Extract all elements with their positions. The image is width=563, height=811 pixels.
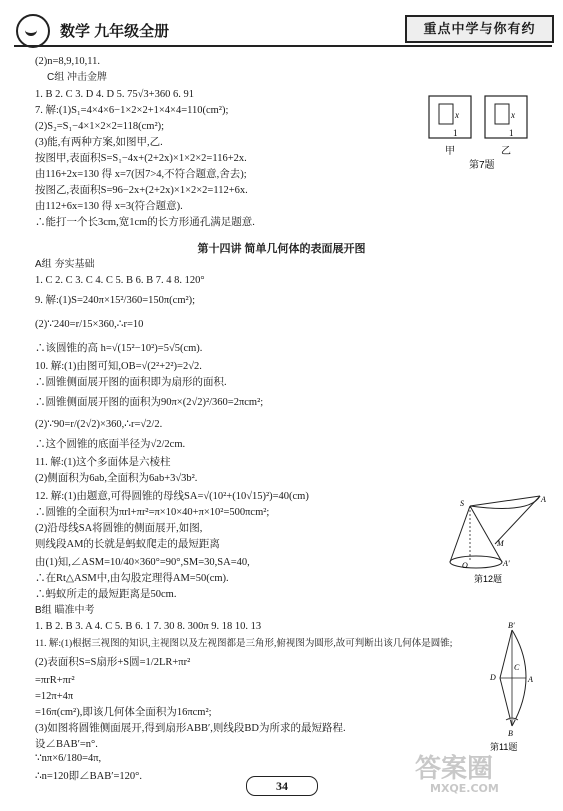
text-line: ∴在Rt△ASM中,由勾股定理得AM=50(cm). bbox=[35, 573, 229, 584]
text-line: ∵nπ×6/180=4π, bbox=[35, 753, 102, 764]
series-banner: 重点中学与你有约 bbox=[405, 15, 554, 43]
text-line: 1. B 2. C 3. D 4. D 5. 75√3+360 6. 91 bbox=[35, 89, 194, 100]
text-line: ∴蚂蚁所走的最短距离是50cm. bbox=[35, 589, 177, 600]
fig12-label: S bbox=[460, 499, 464, 508]
text-line: ∴圆锥侧面展开图的面积为90π×(2√2)²/360=2πcm²; bbox=[35, 397, 264, 408]
text-line: 由112+6x=130 得 x=3(符合题意). bbox=[35, 201, 183, 212]
fig12-label: O bbox=[462, 561, 468, 570]
text-line: ∴圆锥侧面展开图的面积即为扇形的面积. bbox=[35, 377, 227, 388]
text-line: (3)能,有两种方案,如图甲,乙. bbox=[35, 137, 163, 148]
text-line: 按图甲,表面积S=S₁−4x+(2+2x)×1×2×2=116+2x. bbox=[35, 153, 247, 164]
text-line: =12π+4π bbox=[35, 691, 74, 702]
text-line: =πrR+πr² bbox=[35, 675, 75, 686]
fig11-label: B′ bbox=[508, 621, 515, 630]
text-line: (2)∵240=r/15×360,∴r=10 bbox=[35, 319, 144, 330]
group-heading: C组 冲击金牌 bbox=[47, 72, 107, 83]
text-line: 1. B 2. B 3. A 4. C 5. B 6. 1 7. 30 8. 300π 9. 18 10. 13 bbox=[35, 621, 262, 632]
figure-12 bbox=[440, 494, 550, 584]
fig7-x-right: x bbox=[511, 110, 515, 120]
fig12-label: A′ bbox=[503, 559, 510, 568]
publisher-logo-icon bbox=[16, 14, 50, 48]
text-line: (2)∵90=r/(2√2)×360,∴r=√2/2. bbox=[35, 419, 163, 430]
watermark-url: MXQE.COM bbox=[430, 782, 499, 795]
text-line: (3)如图将圆锥侧面展开,得到扇形ABB′,则线段BD为所求的最短路程. bbox=[35, 723, 346, 734]
text-line: ∴该圆锥的高 h=√(15²−10²)=5√5(cm). bbox=[35, 343, 203, 354]
text-line: 则线段AM的长就是蚂蚁爬走的最短距离 bbox=[35, 539, 220, 550]
text-line: 设∠BAB′=n°. bbox=[35, 739, 98, 750]
text-line: =16π(cm²),即该几何体全面积为16πcm²; bbox=[35, 707, 212, 718]
text-line: (2)n=8,9,10,11. bbox=[35, 56, 101, 67]
page-number: 34 bbox=[246, 776, 318, 796]
subject-title: 数学 九年级全册 bbox=[60, 23, 170, 40]
text-line: 9. 解:(1)S=240π×15²/360=150π(cm²); bbox=[35, 295, 196, 306]
text-line: ∴圆锥的全面积为πrl+πr²=π×10×40+π×10²=500πcm²; bbox=[35, 507, 270, 518]
text-line: (2)S₂=S₁−4×1×2×2=118(cm²); bbox=[35, 121, 165, 132]
fig11-caption: 第11题 bbox=[490, 742, 518, 752]
text-line: 7. 解:(1)S₁=4×4×6−1×2×2+1×4×4=110(cm²); bbox=[35, 105, 229, 116]
section-title: 第十四讲 简单几何体的表面展开图 bbox=[197, 243, 366, 255]
fig7-x-left: x bbox=[455, 110, 459, 120]
text-line: 由116+2x=130 得 x=7(因7>4,不符合题意,舍去); bbox=[35, 169, 247, 180]
text-line: 10. 解:(1)由图可知,OB=√(2²+2²)=2√2. bbox=[35, 361, 202, 372]
fig11-label: A bbox=[528, 675, 533, 684]
fig7-label-right: 乙 bbox=[501, 146, 511, 157]
fig11-label: C bbox=[514, 663, 520, 672]
fig12-caption: 第12题 bbox=[474, 574, 503, 584]
fig12-label: M bbox=[497, 539, 504, 548]
text-line: (2)侧面积为6ab,全面积为6ab+3√3b². bbox=[35, 473, 198, 484]
text-line: 按图乙,表面积S=96−2x+(2+2x)×1×2×2=112+6x. bbox=[35, 185, 248, 196]
text-line: ∴能打一个长3cm,宽1cm的长方形通孔满足题意. bbox=[35, 217, 255, 228]
watermark-logo: 答案圈 bbox=[415, 754, 494, 784]
fig11-label: B bbox=[508, 729, 513, 738]
text-line: (2)沿母线SA将圆锥的侧面展开,如图, bbox=[35, 523, 203, 534]
group-heading: A组 夯实基础 bbox=[35, 259, 95, 270]
text-line: 1. C 2. C 3. C 4. C 5. B 6. B 7. 4 8. 120° bbox=[35, 275, 205, 286]
text-line: 12. 解:(1)由题意,可得圆锥的母线SA=√(10²+(10√15)²)=40(cm) bbox=[35, 491, 309, 502]
fig12-label: A bbox=[541, 495, 546, 504]
fig7-label-left: 甲 bbox=[445, 146, 455, 157]
fig7-caption: 第7题 bbox=[469, 160, 495, 171]
fig7-one-right: 1 bbox=[509, 128, 514, 138]
header-rule bbox=[14, 45, 552, 47]
group-heading: B组 瞄准中考 bbox=[35, 605, 95, 616]
text-line: ∴n=120即∠BAB′=120°. bbox=[35, 771, 142, 782]
text-line: 11. 解:(1)根据三视图的知识,主视图以及左视图都是三角形,俯视图为圆形,故可判断出该几何体是圆锥; bbox=[35, 639, 453, 649]
fig7-one-left: 1 bbox=[453, 128, 458, 138]
figure-11 bbox=[478, 620, 548, 755]
fig11-label: D bbox=[490, 673, 496, 682]
text-line: 11. 解:(1)这个多面体是六棱柱 bbox=[35, 457, 171, 468]
text-line: 由(1)知,∠ASM=10/40×360°=90°,SM=30,SA=40, bbox=[35, 557, 250, 568]
text-line: (2)表面积S=S扇形+S圆=1/2LR+πr² bbox=[35, 657, 191, 668]
figure-7 bbox=[425, 92, 545, 172]
text-line: ∴这个圆锥的底面半径为√2/2cm. bbox=[35, 439, 186, 450]
